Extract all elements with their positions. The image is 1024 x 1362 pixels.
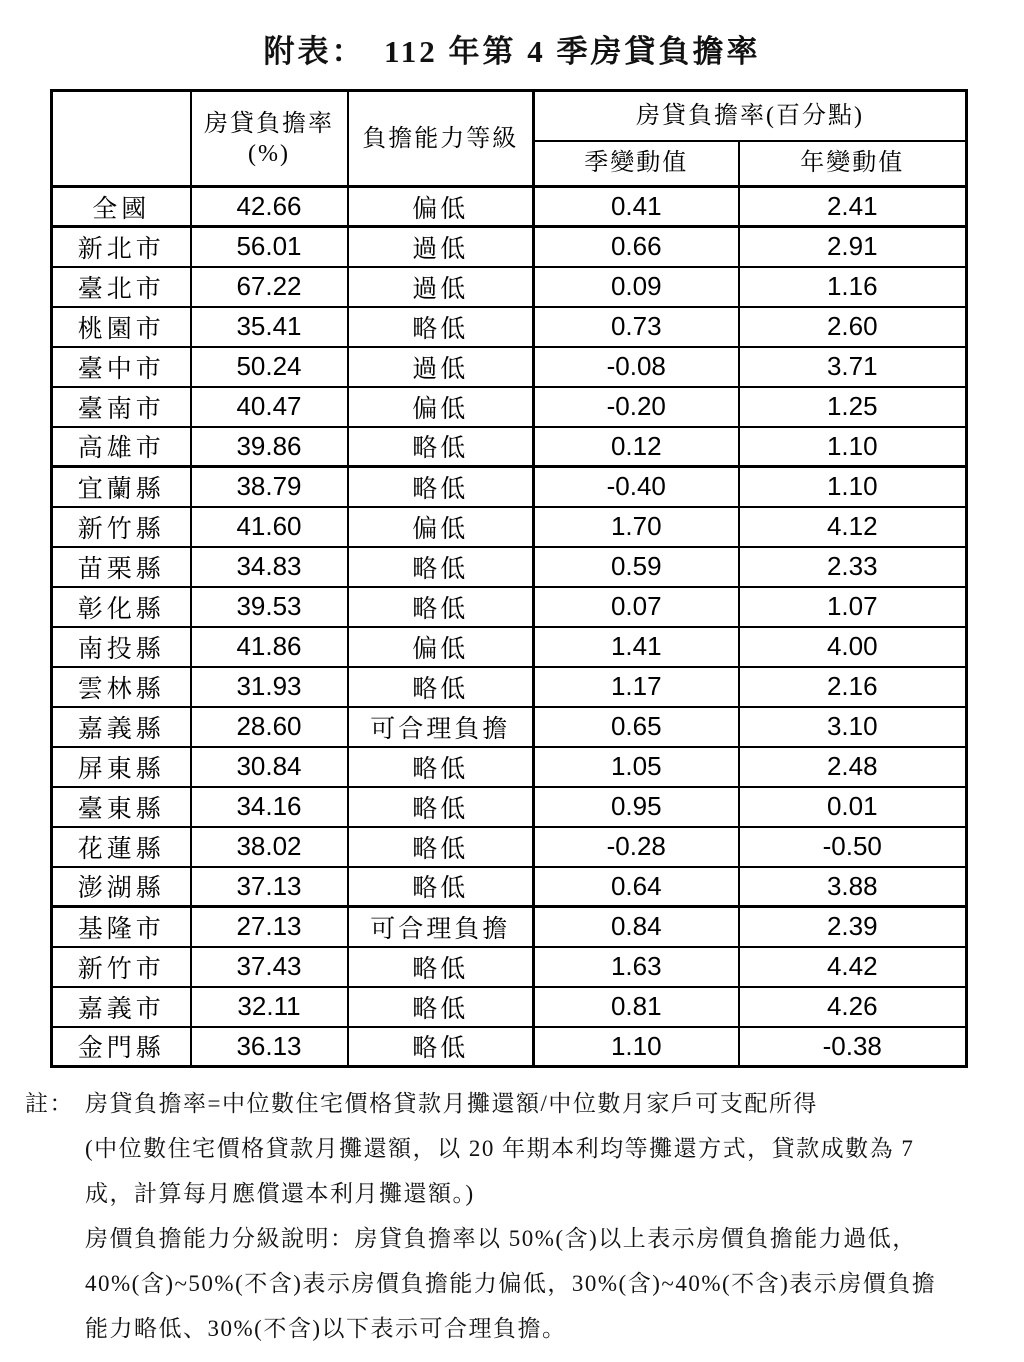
cell-q: 1.41: [534, 627, 739, 667]
cell-level: 略低: [348, 867, 534, 907]
cell-y: 1.25: [739, 387, 967, 427]
table-row: [52, 227, 967, 267]
cell-y: 2.39: [739, 907, 967, 947]
cell-region: 雲林縣: [52, 667, 191, 707]
cell-level: 略低: [348, 827, 534, 867]
table-row: [52, 667, 967, 707]
table-row: [52, 507, 967, 547]
table-row: [52, 707, 967, 747]
cell-y: 4.42: [739, 947, 967, 987]
cell-level: 略低: [348, 307, 534, 347]
cell-q: 0.09: [534, 267, 739, 307]
cell-q: 0.81: [534, 987, 739, 1027]
header-rate-unit: (%): [248, 140, 290, 167]
page-title: 附表： 112 年第 4 季房貸負擔率: [263, 34, 761, 69]
header-change-group: 房貸負擔率(百分點): [534, 91, 967, 141]
cell-level: 略低: [348, 747, 534, 787]
cell-region: 嘉義縣: [52, 707, 191, 747]
cell-rate: 37.13: [191, 867, 348, 907]
notes: [25, 1081, 995, 1351]
cell-region: 臺中市: [52, 347, 191, 387]
cell-level: 略低: [348, 667, 534, 707]
cell-level: 略低: [348, 787, 534, 827]
table-body: [52, 187, 967, 1067]
cell-q: 1.70: [534, 507, 739, 547]
cell-q: -0.20: [534, 387, 739, 427]
cell-region: 苗栗縣: [52, 547, 191, 587]
cell-rate: 37.43: [191, 947, 348, 987]
cell-level: 略低: [348, 947, 534, 987]
cell-y: 2.60: [739, 307, 967, 347]
cell-region: 新竹縣: [52, 507, 191, 547]
cell-region: 花蓮縣: [52, 827, 191, 867]
table-row: [52, 987, 967, 1027]
cell-q: -0.40: [534, 467, 739, 507]
cell-level: 偏低: [348, 387, 534, 427]
cell-y: 2.41: [739, 187, 967, 227]
cell-region: 金門縣: [52, 1027, 191, 1067]
cell-q: 1.10: [534, 1027, 739, 1067]
cell-q: 0.12: [534, 427, 739, 467]
cell-level: 偏低: [348, 507, 534, 547]
cell-y: 3.71: [739, 347, 967, 387]
cell-rate: 39.86: [191, 427, 348, 467]
cell-y: 4.26: [739, 987, 967, 1027]
cell-region: 桃園市: [52, 307, 191, 347]
note-line: 房價負擔能力分級說明：房貸負擔率以 50%(含)以上表示房價負擔能力過低，: [85, 1226, 917, 1251]
cell-rate: 31.93: [191, 667, 348, 707]
cell-rate: 39.53: [191, 587, 348, 627]
cell-y: 0.01: [739, 787, 967, 827]
cell-rate: 67.22: [191, 267, 348, 307]
cell-region: 彰化縣: [52, 587, 191, 627]
cell-y: 1.10: [739, 427, 967, 467]
cell-rate: 50.24: [191, 347, 348, 387]
cell-level: 略低: [348, 467, 534, 507]
note-line: 40%(含)~50%(不含)表示房價負擔能力偏低，30%(含)~40%(不含)表示房價負擔: [85, 1271, 937, 1296]
cell-region: 宜蘭縣: [52, 467, 191, 507]
cell-y: 1.07: [739, 587, 967, 627]
cell-q: 1.63: [534, 947, 739, 987]
cell-rate: 42.66: [191, 187, 348, 227]
cell-level: 過低: [348, 267, 534, 307]
cell-y: 2.16: [739, 667, 967, 707]
table-row: [52, 947, 967, 987]
cell-region: 臺南市: [52, 387, 191, 427]
table-row: [52, 187, 967, 227]
cell-y: 3.88: [739, 867, 967, 907]
cell-q: -0.08: [534, 347, 739, 387]
cell-y: 2.33: [739, 547, 967, 587]
table-row: [52, 347, 967, 387]
cell-y: 1.10: [739, 467, 967, 507]
cell-rate: 35.41: [191, 307, 348, 347]
table-row: [52, 827, 967, 867]
cell-rate: 36.13: [191, 1027, 348, 1067]
cell-q: 0.65: [534, 707, 739, 747]
cell-level: 過低: [348, 347, 534, 387]
table-row: [52, 747, 967, 787]
cell-rate: 27.13: [191, 907, 348, 947]
cell-y: 4.00: [739, 627, 967, 667]
cell-rate: 32.11: [191, 987, 348, 1027]
table-row: [52, 547, 967, 587]
cell-region: 新北市: [52, 227, 191, 267]
note-text: 房貸負擔率=中位數住宅價格貸款月攤還額/中位數月家戶可支配所得: [85, 1091, 818, 1116]
cell-q: 0.59: [534, 547, 739, 587]
cell-level: 可合理負擔: [348, 907, 534, 947]
table-row: [52, 627, 967, 667]
table-header: [52, 91, 967, 187]
cell-region: 全國: [52, 187, 191, 227]
cell-q: 0.64: [534, 867, 739, 907]
header-rate: [191, 91, 348, 187]
cell-rate: 41.86: [191, 627, 348, 667]
table-row: [52, 427, 967, 467]
header-row-1: [52, 91, 967, 141]
cell-region: 臺北市: [52, 267, 191, 307]
header-rate-label: 房貸負擔率: [204, 110, 334, 137]
note-line: (中位數住宅價格貸款月攤還額，以 20 年期本利均等攤還方式，貸款成數為 7: [85, 1136, 915, 1161]
cell-rate: 38.79: [191, 467, 348, 507]
note-line: 成，計算每月應償還本利月攤還額。): [85, 1181, 475, 1206]
burden-rate-table: [50, 89, 968, 1068]
cell-region: 臺東縣: [52, 787, 191, 827]
cell-level: 偏低: [348, 627, 534, 667]
header-year-change: 年變動值: [739, 141, 967, 187]
cell-region: 澎湖縣: [52, 867, 191, 907]
cell-level: 略低: [348, 1027, 534, 1067]
cell-y: 2.48: [739, 747, 967, 787]
header-level: 負擔能力等級: [348, 91, 534, 187]
table-row: [52, 1027, 967, 1067]
note-line: 能力略低、30%(不含)以下表示可合理負擔。: [85, 1316, 567, 1341]
cell-rate: 38.02: [191, 827, 348, 867]
cell-region: 屏東縣: [52, 747, 191, 787]
table-row: [52, 787, 967, 827]
cell-y: 2.91: [739, 227, 967, 267]
cell-level: 偏低: [348, 187, 534, 227]
cell-level: 略低: [348, 587, 534, 627]
cell-y: 4.12: [739, 507, 967, 547]
cell-q: 1.05: [534, 747, 739, 787]
cell-q: 0.07: [534, 587, 739, 627]
header-region: [52, 91, 191, 187]
cell-q: 0.84: [534, 907, 739, 947]
cell-level: 過低: [348, 227, 534, 267]
cell-rate: 56.01: [191, 227, 348, 267]
cell-rate: 41.60: [191, 507, 348, 547]
cell-rate: 34.16: [191, 787, 348, 827]
note-line: [25, 1081, 995, 1126]
cell-y: 3.10: [739, 707, 967, 747]
table-row: [52, 867, 967, 907]
cell-region: 南投縣: [52, 627, 191, 667]
cell-region: 基隆市: [52, 907, 191, 947]
cell-q: 1.17: [534, 667, 739, 707]
table-row: [52, 307, 967, 347]
note-marker: 註：: [25, 1091, 74, 1116]
table-row: [52, 587, 967, 627]
table-row: [52, 907, 967, 947]
cell-rate: 30.84: [191, 747, 348, 787]
cell-q: 0.66: [534, 227, 739, 267]
header-quarter-change: 季變動值: [534, 141, 739, 187]
cell-y: -0.50: [739, 827, 967, 867]
cell-q: 0.73: [534, 307, 739, 347]
cell-q: -0.28: [534, 827, 739, 867]
table-row: [52, 267, 967, 307]
table-row: [52, 387, 967, 427]
cell-region: 新竹市: [52, 947, 191, 987]
cell-q: 0.95: [534, 787, 739, 827]
cell-q: 0.41: [534, 187, 739, 227]
cell-y: 1.16: [739, 267, 967, 307]
cell-region: 高雄市: [52, 427, 191, 467]
cell-level: 略低: [348, 547, 534, 587]
cell-level: 略低: [348, 987, 534, 1027]
cell-rate: 34.83: [191, 547, 348, 587]
cell-rate: 40.47: [191, 387, 348, 427]
cell-level: 略低: [348, 427, 534, 467]
cell-rate: 28.60: [191, 707, 348, 747]
table-row: [52, 467, 967, 507]
cell-region: 嘉義市: [52, 987, 191, 1027]
cell-y: -0.38: [739, 1027, 967, 1067]
cell-level: 可合理負擔: [348, 707, 534, 747]
